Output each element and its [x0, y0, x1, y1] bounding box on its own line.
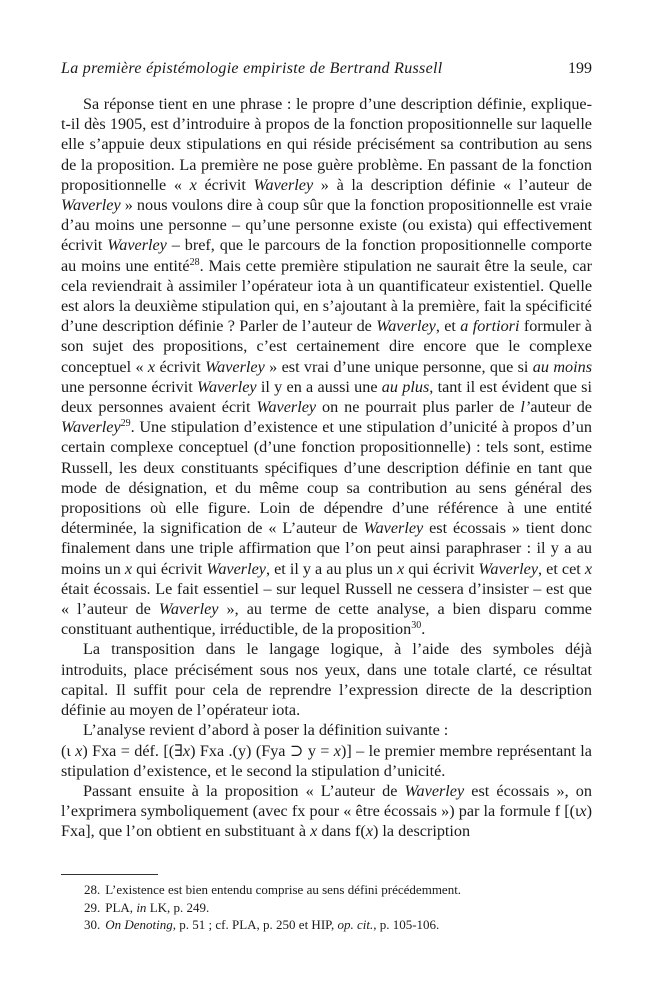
footnote-28: 28. L’existence est bien entendu comprise au sens défini précédemment. — [84, 882, 462, 897]
footnotes — [61, 881, 592, 934]
footnote-rule — [61, 874, 158, 875]
paragraph-3: L’analyse revient d’abord à poser la définition suivante : — [83, 721, 449, 740]
paragraph-5: Passant ensuite à la proposition « L’auteur de Waverley est écossais », on l’exprimera symboliquement (avec fx pour « être écossais ») par la formule f [(ιx) Fxa], que l’on obtient en substituant à x dans f(x) la description — [61, 781, 592, 841]
footnote-ref-30: 30 — [411, 620, 422, 632]
footnote-30: 30. On Denoting, p. 51 ; cf. PLA, p. 250 et HIP, op. cit., p. 105-106. — [84, 917, 440, 932]
body-text — [61, 94, 592, 842]
running-title: La première épistémologie empiriste de Bertrand Russell — [61, 60, 443, 77]
paragraph-2: La transposition dans le langage logique, à l’aide des symboles déjà introduits, place précisément sous nos yeux, dans une totale clarté, ce résultat capital. Il suffit pour cela de reprendre l’expression directe de la description définie au moyen de l’opérateur iota. — [61, 640, 592, 720]
footnote-ref-28: 28 — [189, 256, 200, 268]
paragraph-1: Sa réponse tient en une phrase : le propre d’une description définie, explique-t-il dès 1905, est d’introduire à propos de la fonction propositionnelle sur laquelle elle s’appuie deux stipulations en qui réside précisément sa contribution au sens de la proposition. La première ne pose guère problème. En passant de la fonction propositionnelle « x écrivit Waverley » à la description définie « l’auteur de Waverley » nous voulons dire à coup sûr que la fonction propositionnelle est vraie d’au moins une personne – qu’une personne existe (ou exista) qui effectivement écrivit Waverley – bref, que le parcours de la fonction propositionnelle comporte au moins une entité$^{28}$. Mais cette première stipulation ne saurait être la seule, car cela reviendrait à assimiler l’opérateur iota à un quantificateur existentiel. Quelle est alors la deuxième stipulation qui, en s’ajoutant à la première, fait la spécificité d’une description définie ? Parler de l’auteur de Waverley, et a fortiori formuler à son sujet des propositions, c’est certainement dire encore que le complexe conceptuel « x écrivit Waverley » est vrai d’une unique personne, que si au moins une personne écrivit Waverley il y en a aussi une au plus, tant il est évident que si deux personnes avaient écrit Waverley on ne pourrait plus parler de l’auteur de Waverley$^{29}$. Une stipulation d’existence et une stipulation d’unicité à propos d’un certain complexe conceptuel (d’une fonction propositionnelle) : tels sont, estime Russell, les deux constituants spécifiques d’une description définie en tant que mode de désignation, et du même coup sa contribution au sens général des propositions où elle figure. Loin de dépendre d’une référence à une entité déterminée, la signification de « L’auteur de Waverley est écossais » tient donc finalement dans une triple affirmation que l’on peut ainsi paraphraser : il y a au moins un x qui écrivit Waverley, et il y a au plus un x qui écrivit Waverley, et cet x était écossais. Le fait essentiel – sur lequel Russell ne cessera d’insister – est que « l’auteur de Waverley », au terme de cette analyse, a bien disparu comme constituant authentique, irréductible, de la proposition$^{30}$. — [61, 95, 593, 639]
footnote-29: 29. PLA, in LK, p. 249. — [84, 899, 210, 915]
footnote-ref-29: 29 — [120, 418, 131, 430]
definition-formula: (ι x) Fxa = déf. [(∃x) Fxa .(y) (Fya ⊃ y = x)] – le premier membre représentant la stipulation d’existence, et le second la stipulation d’unicité. — [61, 741, 592, 780]
page-number: 199 — [568, 60, 592, 77]
running-header — [61, 60, 592, 78]
